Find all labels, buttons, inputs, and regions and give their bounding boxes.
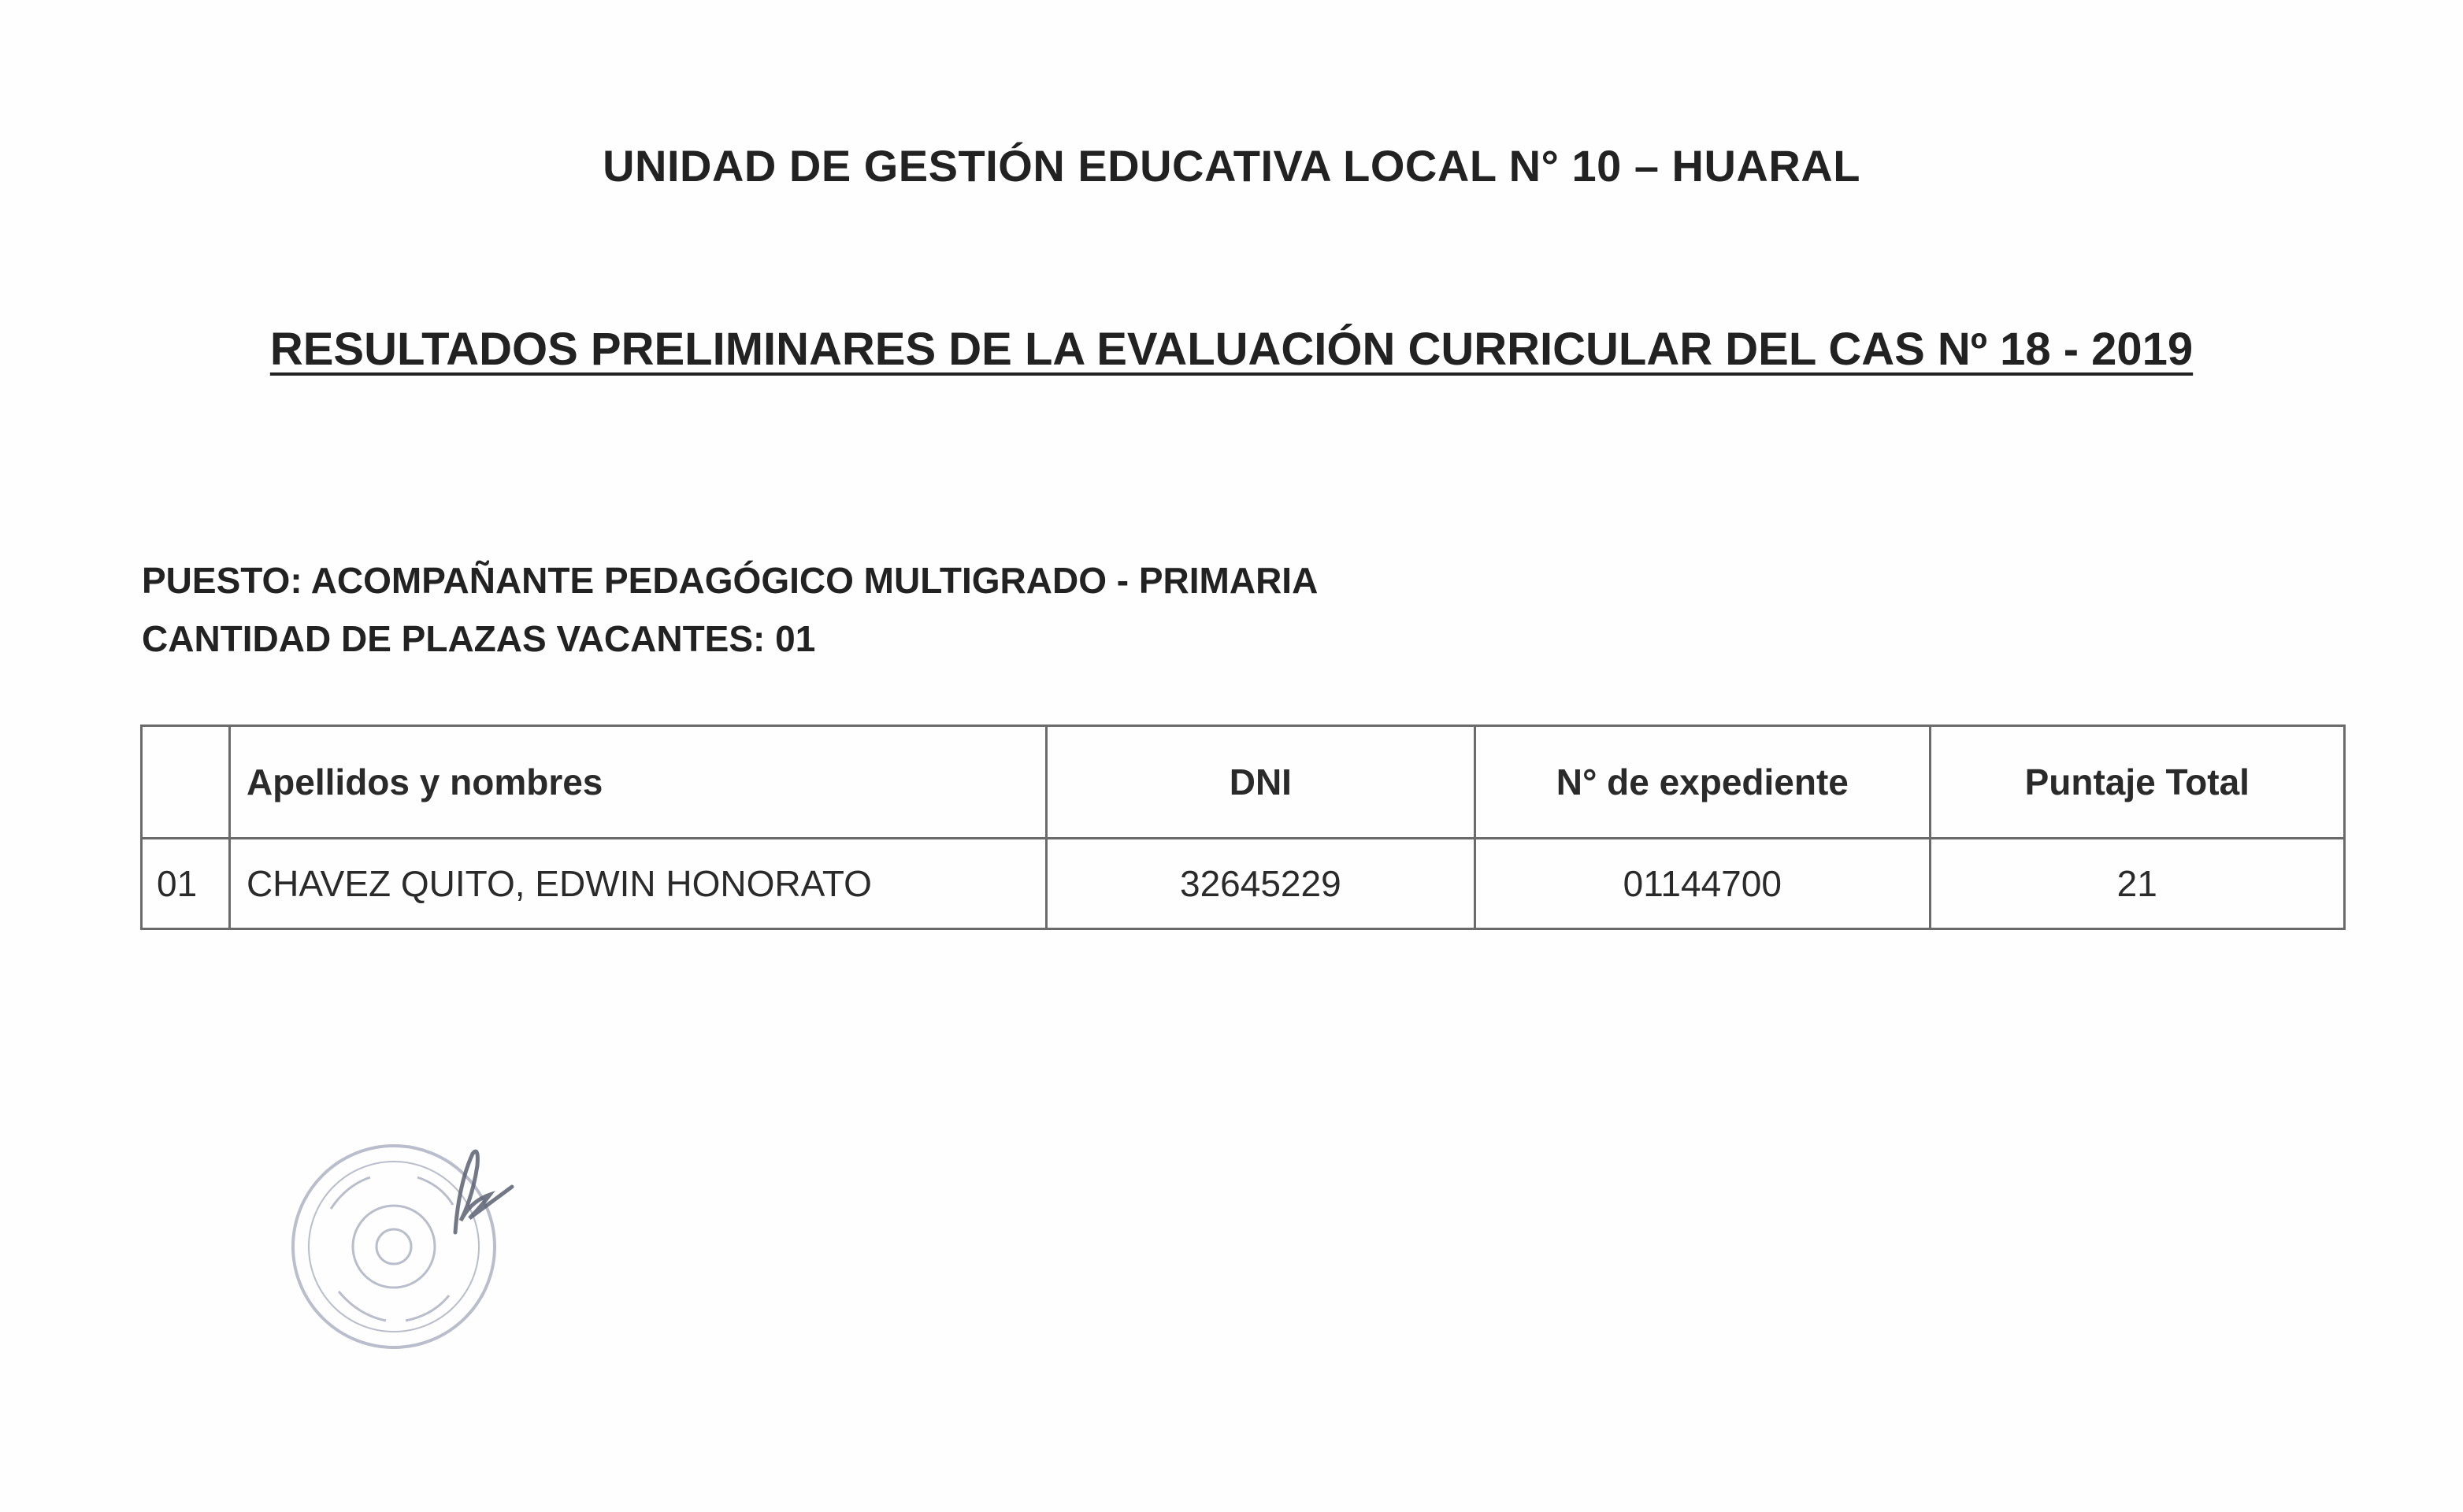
row-name: CHAVEZ QUITO, EDWIN HONORATO <box>229 839 1046 929</box>
results-table <box>140 724 2346 930</box>
table-row <box>142 839 2345 929</box>
header-puntaje: Puntaje Total <box>1930 726 2344 839</box>
header-number <box>142 726 230 839</box>
institution-title: UNIDAD DE GESTIÓN EDUCATIVA LOCAL N° 10 – HUARAL <box>603 141 1860 191</box>
row-dni: 32645229 <box>1046 839 1474 929</box>
header-expediente: N° de expediente <box>1475 726 1930 839</box>
row-number: 01 <box>142 839 230 929</box>
document-title <box>0 323 2463 376</box>
header-dni: DNI <box>1046 726 1474 839</box>
document-title-text: RESULTADOS PRELIMINARES DE LA EVALUACIÓN CURRICULAR DEL CAS Nº 18 - 2019 <box>269 324 2194 375</box>
vacancies-label: CANTIDAD DE PLAZAS VACANTES: 01 <box>142 618 816 659</box>
signature-icon <box>455 1151 512 1232</box>
row-expediente: 01144700 <box>1475 839 1930 929</box>
official-seal-icon <box>284 1122 520 1358</box>
table-header-row <box>142 726 2345 839</box>
header-name: Apellidos y nombres <box>229 726 1046 839</box>
row-puntaje: 21 <box>1930 839 2344 929</box>
position-label: PUESTO: ACOMPAÑANTE PEDAGÓGICO MULTIGRADO - PRIMARIA <box>142 560 1319 601</box>
